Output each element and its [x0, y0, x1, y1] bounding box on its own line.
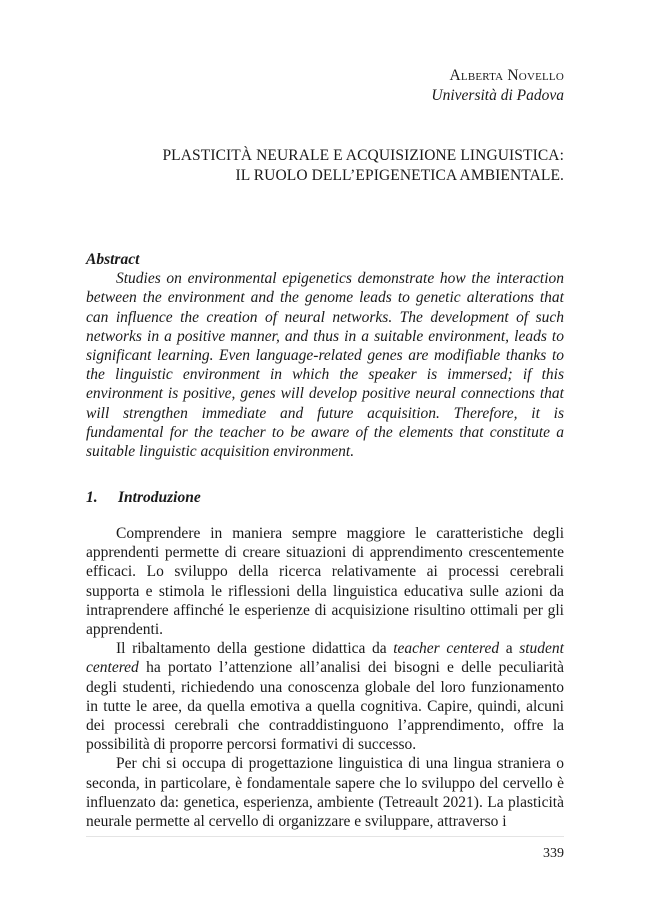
section-heading: [86, 489, 201, 507]
author-block: [431, 66, 564, 106]
student-centered-term: student centered: [86, 640, 564, 677]
author-name: Alberta Novello: [449, 67, 564, 84]
abstract-section: [86, 250, 564, 461]
title-line-2: IL RUOLO DELL’EPIGENETICA AMBIENTALE.: [235, 167, 564, 184]
teacher-centered-term: teacher centered: [393, 640, 500, 658]
paper-title: [162, 146, 564, 186]
paragraph-2-part-b: a: [499, 640, 520, 658]
paragraph-1: Comprendere in maniera sempre maggiore le caratteristiche degli apprendenti permette di creare situazioni di apprendimento crescentemente efficaci. Lo sviluppo della ricerca relativamente ai processi cerebrali supporta e stimola le riflessioni della linguistica educativa sulle azioni da intraprendere affinché le esperienze di acquisizione risultino ottimali per gli apprendenti.: [86, 525, 564, 639]
paragraph-2-part-a: Il ribaltamento della gestione didattica da: [116, 640, 394, 658]
abstract-heading: Abstract: [86, 251, 140, 268]
paragraph-2: [86, 639, 564, 754]
body-text: [86, 524, 564, 831]
section-number: 1.: [86, 489, 98, 506]
author-affiliation: Università di Padova: [431, 87, 564, 104]
abstract-text: Studies on environmental epigenetics demonstrate how the interaction between the environment and the genome leads to genetic alterations that can influence the creation of neural networks. The development of such networks in a positive manner, and thus in a suitable environment, leads to significant learning. Even language-related genes are modifiable thanks to the linguistic environment in which the speaker is immersed; if this environment is positive, genes will develop positive neural connections that will strengthen immediate and future acquisition. Therefore, it is fundamental for the teacher to be aware of the elements that constitute a suitable linguistic acquisition environment.: [86, 270, 564, 461]
title-line-1: PLASTICITÀ NEURALE E ACQUISIZIONE LINGUISTICA:: [162, 147, 564, 164]
paragraph-3: Per chi si occupa di progettazione linguistica di una lingua straniera o seconda, in particolare, è fondamentale sapere che lo sviluppo del cervello è influenzato da: genetica, esperienza, ambiente (Tetreault 2021). La plasticità neurale permette al cervello di organizzare e sviluppare, attraverso i: [86, 755, 564, 831]
footer-divider: [86, 836, 564, 837]
page-number: 339: [543, 846, 564, 861]
section-title: Introduzione: [118, 489, 201, 506]
paragraph-2-part-c: ha portato l’attenzione all’analisi dei bisogni e delle peculiarità degli studenti, richiedendo una conoscenza globale del loro funzionamento in tutte le aree, da quella emotiva a quella cognitiva. Capire, quindi, alcuni dei processi cerebrali che contraddistinguono l’apprendimento, offre la possibilità di proporre percorsi formativi di successo.: [86, 659, 564, 754]
